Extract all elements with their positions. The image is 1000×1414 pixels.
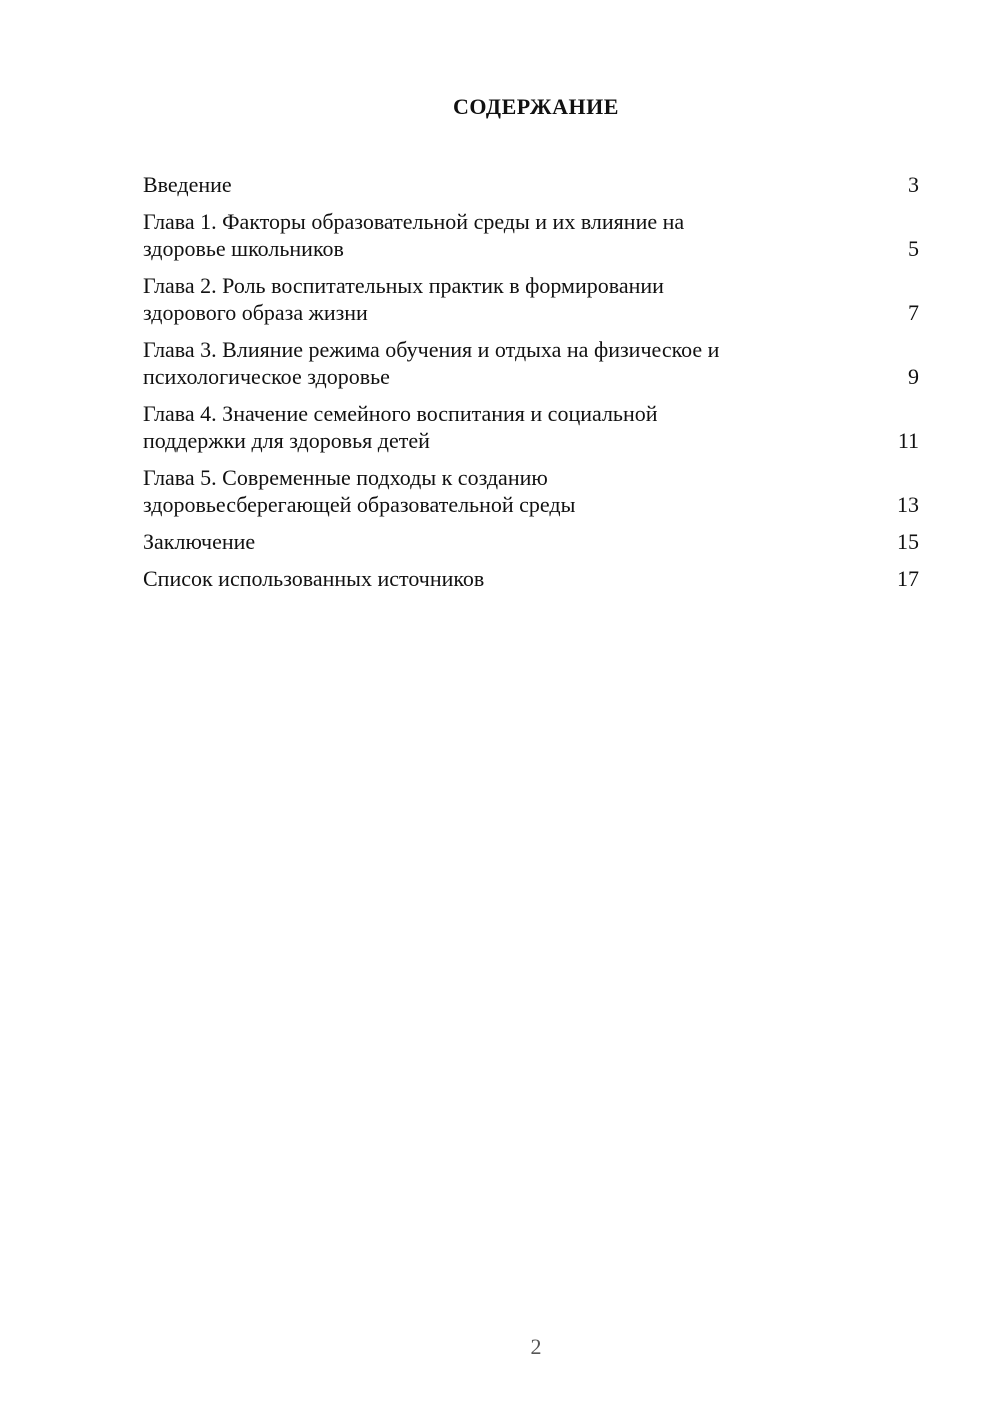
- toc-entry-line: психологическое здоровье: [143, 364, 390, 389]
- toc-entry-page: 5: [908, 236, 919, 261]
- toc-entry-page: 9: [908, 364, 919, 389]
- toc-entry-references: [143, 565, 919, 592]
- toc-entry-chapter-1: [143, 208, 919, 262]
- toc-entry-line: Глава 4. Значение семейного воспитания и социальной: [143, 401, 658, 426]
- toc-entry-introduction: [143, 171, 919, 198]
- toc-entry-line: Глава 2. Роль воспитательных практик в формировании: [143, 273, 664, 298]
- toc-entry-line: Глава 3. Влияние режима обучения и отдыха на физическое и: [143, 337, 720, 362]
- toc-entry-chapter-5: [143, 464, 919, 518]
- toc-entry-page: 13: [897, 492, 919, 517]
- toc-entry-line: Глава 5. Современные подходы к созданию: [143, 465, 548, 490]
- toc-entry-line: здоровьесберегающей образовательной среды: [143, 492, 576, 517]
- toc-entry-chapter-3: [143, 336, 919, 390]
- toc-list: [143, 171, 919, 602]
- toc-entry-page: 3: [908, 172, 919, 197]
- toc-entry-chapter-4: [143, 400, 919, 454]
- toc-title: СОДЕРЖАНИЕ: [453, 94, 619, 119]
- toc-entry-page: 7: [908, 300, 919, 325]
- toc-entry-line: Введение: [143, 172, 232, 197]
- toc-entry-line: Заключение: [143, 529, 256, 554]
- toc-entry-line: Список использованных источников: [143, 566, 485, 591]
- toc-entry-page: 17: [897, 566, 919, 591]
- toc-entry-conclusion: [143, 528, 919, 555]
- toc-entry-line: Глава 1. Факторы образовательной среды и их влияние на: [143, 209, 685, 234]
- toc-entry-page: 11: [897, 428, 919, 453]
- toc-entry-chapter-2: [143, 272, 919, 326]
- page-number: 2: [530, 1334, 542, 1359]
- toc-entry-line: поддержки для здоровья детей: [143, 428, 430, 453]
- toc-entry-line: здоровье школьников: [143, 236, 344, 261]
- toc-entry-page: 15: [897, 529, 919, 554]
- toc-entry-line: здорового образа жизни: [143, 300, 368, 325]
